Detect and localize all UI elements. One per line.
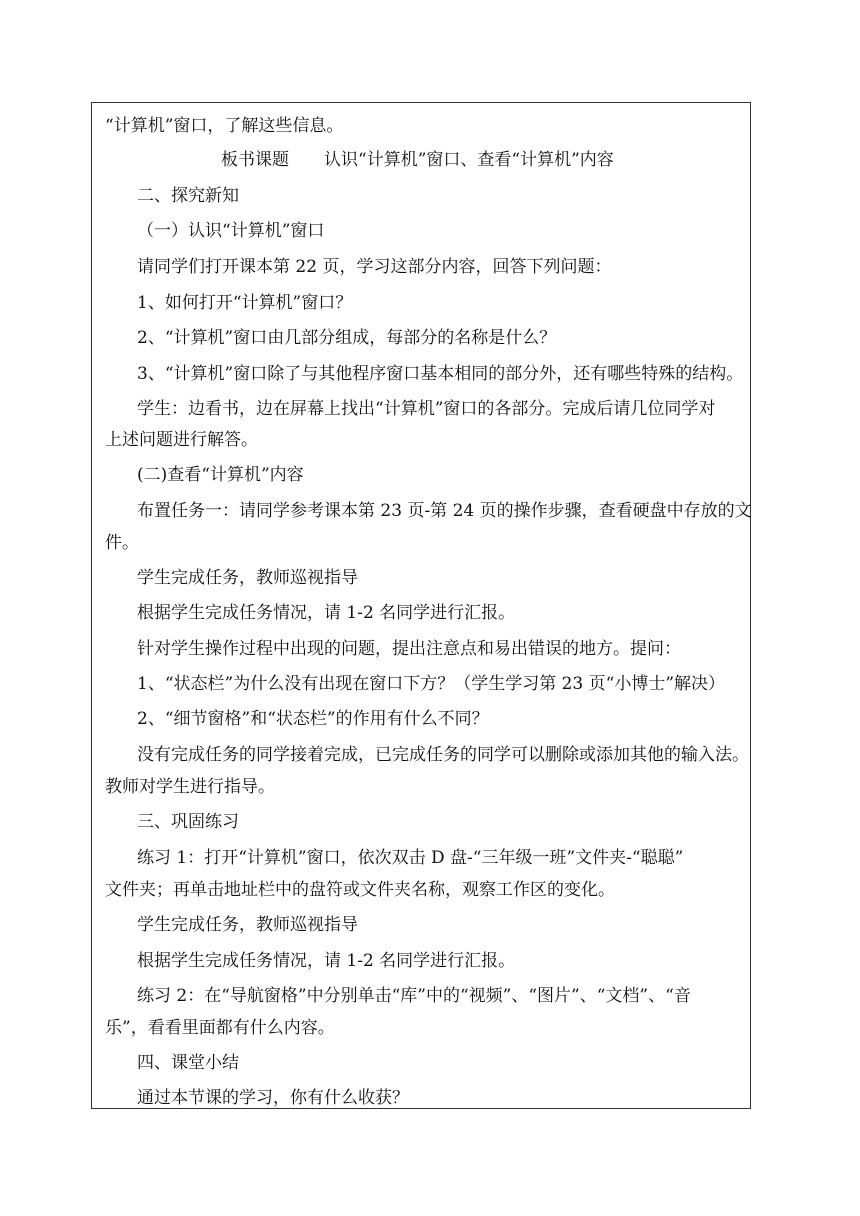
text-line: 请同学们打开课本第 22 页，学习这部分内容，回答下列问题： xyxy=(137,257,612,277)
text-line: 教师对学生进行指导。 xyxy=(105,777,275,797)
question-item: 1、“状态栏”为什么没有出现在窗口下方？（学生学习第 23 页“小博士”解决） xyxy=(137,674,726,694)
text-line: 布置任务一：请同学参考课本第 23 页-第 24 页的操作步骤，查看硬盘中存放的文 xyxy=(137,501,752,521)
text-line: 件。 xyxy=(105,533,139,553)
text-line: 针对学生操作过程中出现的问题，提出注意点和易出错误的地方。提问： xyxy=(137,639,681,659)
exercise-item: 练习 2：在“导航窗格”中分别单击“库”中的“视频”、“图片”、“文档”、“音 xyxy=(137,986,691,1006)
text-line: 文件夹；再单击地址栏中的盘符或文件夹名称，观察工作区的变化。 xyxy=(105,880,615,900)
section-heading: 四、课堂小结 xyxy=(137,1053,239,1073)
board-title-text: 认识“计算机”窗口、查看“计算机”内容 xyxy=(324,150,614,170)
subsection-heading: (二)查看“计算机”内容 xyxy=(137,465,304,485)
text-line: “计算机”窗口，了解这些信息。 xyxy=(105,116,344,136)
text-line: 学生：边看书，边在屏幕上找出“计算机”窗口的各部分。完成后请几位同学对 xyxy=(137,399,716,419)
text-line: 乐”，看看里面都有什么内容。 xyxy=(105,1018,335,1038)
text-line: 根据学生完成任务情况，请 1-2 名同学进行汇报。 xyxy=(137,603,516,623)
text-line: 上述问题进行解答。 xyxy=(105,430,258,450)
text-line: 学生完成任务，教师巡视指导 xyxy=(137,568,358,588)
question-item: 2、“计算机”窗口由几部分组成，每部分的名称是什么？ xyxy=(137,328,557,348)
text-line: 通过本节课的学习，你有什么收获？ xyxy=(137,1088,409,1108)
text-line: 没有完成任务的同学接着完成，已完成任务的同学可以删除或添加其他的输入法。 xyxy=(137,745,749,765)
question-item: 2、“细节窗格”和“状态栏”的作用有什么不同？ xyxy=(137,709,489,729)
exercise-item: 练习 1：打开“计算机”窗口，依次双击 D 盘-“三年级一班”文件夹-“聪聪” xyxy=(137,848,684,868)
section-heading: 三、巩固练习 xyxy=(137,812,239,832)
subsection-heading: （一）认识“计算机”窗口 xyxy=(137,221,325,241)
text-line: 根据学生完成任务情况，请 1-2 名同学进行汇报。 xyxy=(137,951,516,971)
question-item: 3、“计算机”窗口除了与其他程序窗口基本相同的部分外，还有哪些特殊的结构。 xyxy=(137,364,744,384)
question-item: 1、如何打开“计算机”窗口？ xyxy=(137,293,353,313)
board-title-label: 板书课题 xyxy=(221,150,289,170)
section-heading: 二、探究新知 xyxy=(137,186,239,206)
text-line: 学生完成任务，教师巡视指导 xyxy=(137,915,358,935)
